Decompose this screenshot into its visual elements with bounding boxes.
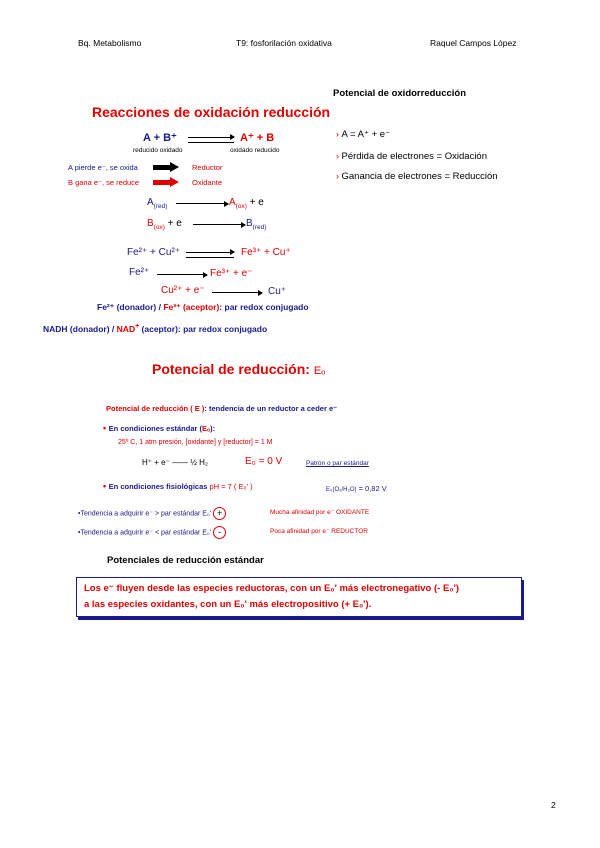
bullet-icon: • (103, 481, 109, 491)
e0-value: E₀ = 0 V (245, 456, 283, 467)
black-arrow-icon (153, 163, 179, 172)
minus-circle-icon: - (213, 526, 226, 539)
tendency-plus: •Tendencia a adquirir e⁻ > par estándar E₀' + (78, 507, 226, 520)
bullet-icon: › (336, 171, 342, 181)
electron-flow-box (76, 577, 522, 617)
fe-redox-pair: Fe²⁺ (donador) / Fe³⁺ (aceptor): par redox conjugado (97, 302, 309, 312)
equilibrium-arrow (188, 137, 234, 143)
arrow-icon (157, 274, 207, 275)
half1-right: $A_{(ox)} + e$ (229, 197, 264, 210)
eq1-left: A + B⁺ (143, 132, 177, 144)
bullet-icon: › (336, 151, 342, 161)
reductor-affinity: Poca afinidad por e⁻ REDUCTOR (270, 528, 368, 535)
estandar-title: Potenciales de reducción estándar (107, 555, 264, 566)
eq1-right: A⁺ + B (240, 132, 275, 144)
fe-half-right: Fe³⁺ + e⁻ (210, 268, 253, 279)
header-topic: T9: fosforilación oxidativa (236, 38, 332, 48)
box-line-1: Los e⁻ fluyen desde las especies reductoras, con un E₀' más electronegativo (- E₀') (84, 583, 459, 594)
box-line-2: a las especies oxidantes, con un E₀' más electropositivo (+ E₀'). (84, 599, 372, 610)
fe-eq-left: Fe²⁺ + Cu²⁺ (127, 247, 181, 258)
arrow-icon (212, 292, 262, 293)
arrow-icon (176, 203, 228, 204)
nadh-redox-pair: NADH (donador) / NAD+ (aceptor): par redox conjugado (43, 323, 268, 334)
std-detail: 25º C, 1 atm presión, [oxidante] y [reductor] = 1 M (118, 439, 273, 446)
arrow-icon (193, 224, 245, 225)
red-arrow-icon (153, 178, 179, 187)
fe-half-left: Fe²⁺ (129, 267, 150, 278)
fe-eq-right: Fe³⁺ + Cu⁺ (241, 247, 291, 258)
tendency-minus: •Tendencia a adquirir e⁻ < par estándar E₀' - (78, 526, 226, 539)
eq1-sub-right: oxidado reducido (230, 147, 280, 154)
patron-label: Patrón o par estándar (306, 460, 369, 467)
bullet-icon: • (103, 423, 109, 433)
oxidante-affinity: Mucha afinidad por e⁻ OXIDANTE (270, 509, 370, 516)
oxidation-row-text: A pierde e⁻, se oxida (68, 163, 138, 172)
oxidorreduccion-item: › Ganancia de electrones = Reducción (336, 171, 498, 182)
reductor-label: Reductor (192, 163, 223, 172)
fis-conditions: • En condiciones fisiológicas pH = 7 ( E₀' ) (103, 481, 253, 491)
hydrogen-equation: H⁺ + e⁻ —— ½ H₂ (142, 458, 209, 467)
half1-left: $A_{(red)}$ (147, 197, 168, 210)
equilibrium-arrow (186, 252, 234, 258)
bullet-icon: › (336, 129, 342, 139)
oxidante-label: Oxidante (192, 178, 223, 187)
reduccion-title: Potencial de reducción: Eₒ (152, 361, 326, 377)
header-subject: Bq. Metabolismo (78, 38, 142, 48)
page-number: 2 (551, 800, 556, 810)
oxidorreduccion-title: Potencial de oxidorreducción (333, 88, 467, 99)
reduccion-definition: Potencial de reducción ( E ): tendencia de un reductor a ceder e⁻ (106, 404, 338, 413)
half2-right: $B_{(red)}$ (246, 218, 267, 231)
oxidorreduccion-item: › Pérdida de electrones = Oxidación (336, 151, 487, 162)
std-conditions: • En condiciones estándar (Eₒ): (103, 423, 216, 433)
oxidorreduccion-item: › A = A⁺ + e⁻ (336, 129, 391, 140)
redox-title: Reacciones de oxidación reducción (92, 104, 331, 120)
plus-circle-icon: + (213, 507, 226, 520)
fis-value: E₀(O₂/H₂O) = 0,82 V (326, 484, 387, 493)
half2-left: $B_{(ox)} + e$ (147, 218, 182, 231)
reduction-row-text: B gana e⁻, se reduce (68, 178, 140, 187)
cu-half-left: Cu²⁺ + e⁻ (161, 285, 205, 296)
cu-half-right: Cu⁺ (268, 286, 287, 297)
eq1-sub-left: reducido oxidado (133, 147, 183, 154)
header-author: Raquel Campos López (430, 38, 517, 48)
